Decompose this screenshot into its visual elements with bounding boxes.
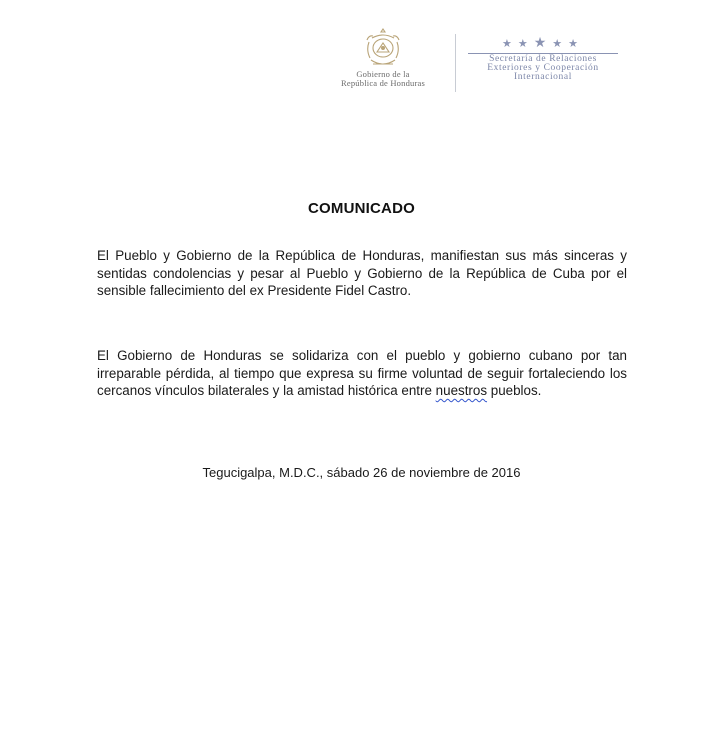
paragraph-solidarity-end: pueblos. — [487, 383, 542, 398]
government-name-line-2: República de Honduras — [341, 78, 425, 88]
letterhead-divider — [455, 34, 456, 92]
government-name-line-1: Gobierno de la — [356, 69, 410, 79]
paragraph-solidarity — [97, 347, 627, 400]
ministry-name-line-3: Internacional — [514, 72, 572, 82]
letterhead — [318, 22, 648, 102]
ministry-name-line-2: Exteriores y Cooperación — [487, 63, 599, 73]
honduras-coat-of-arms-icon — [363, 26, 403, 70]
ministry-name-line-1: Secretaría de Relaciones — [489, 54, 597, 64]
government-logo-block — [318, 26, 448, 88]
dateline: Tegucigalpa, M.D.C., sábado 26 de noviembre de 2016 — [202, 465, 521, 480]
document-title: COMUNICADO — [308, 200, 415, 217]
paragraph-condolences: El Pueblo y Gobierno de la República de Honduras, manifiestan sus más sinceras y sentidas condolencias y pesar al Pueblo y Gobierno de la República de Cuba por el sensible fallecimiento del ex Presidente Fidel Castro. — [97, 248, 627, 298]
spellcheck-flagged-word: nuestros — [435, 383, 488, 398]
ministry-logo-block — [458, 36, 628, 82]
paragraph-solidarity-text: El Gobierno de Honduras se solidariza con el pueblo y gobierno cubano por tan irreparable pérdida, al tiempo que expresa su firme voluntad de seguir fortaleciendo los cercanos vínculos bilaterales y la amistad histórica entre — [97, 348, 627, 398]
five-stars-icon: ★★★★★ — [501, 34, 585, 50]
